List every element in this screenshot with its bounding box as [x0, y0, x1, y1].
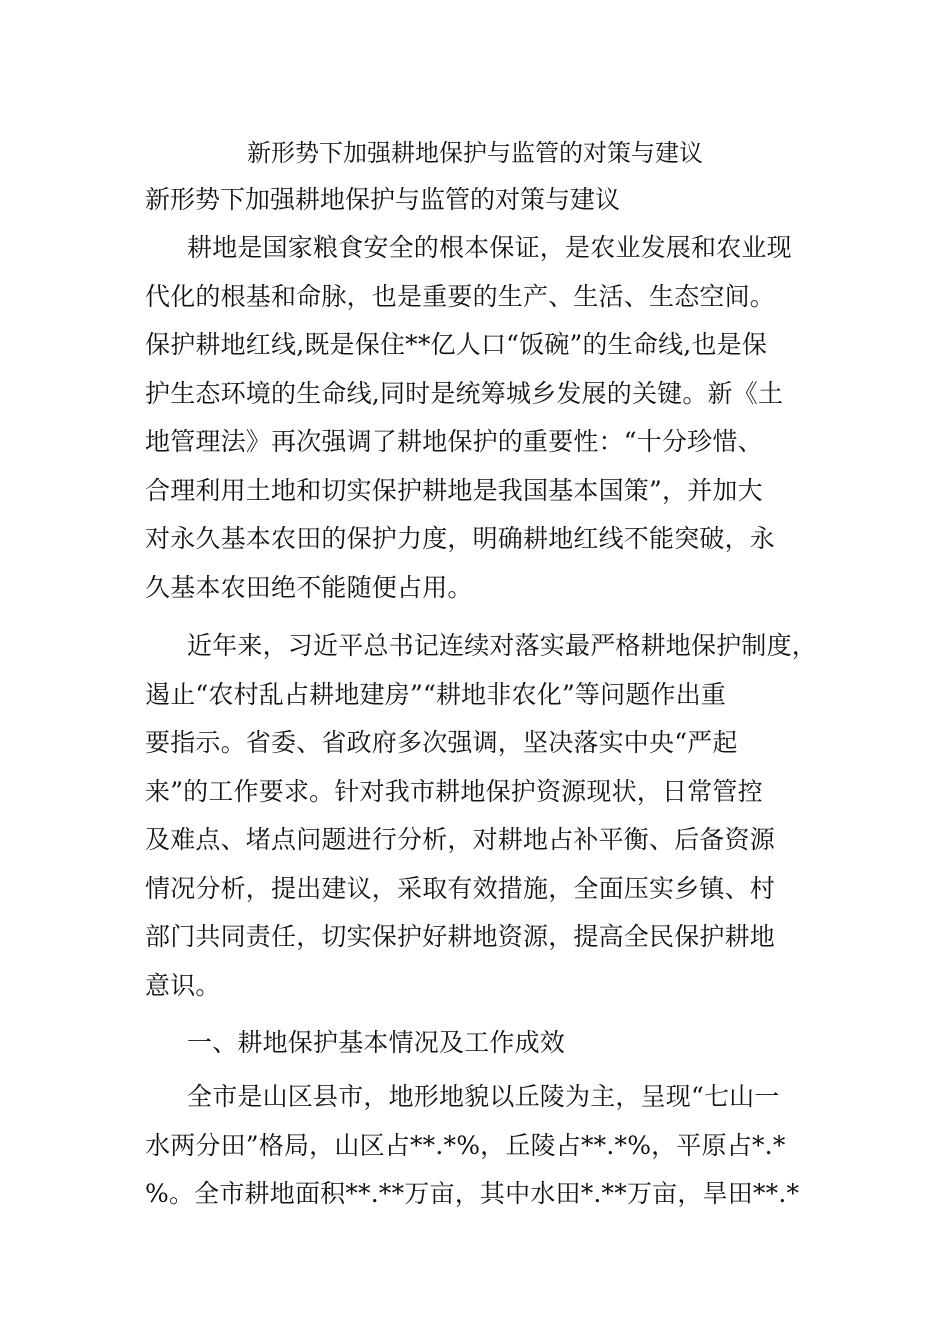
- paragraph-overview: [145, 1073, 810, 1219]
- paragraph-line: 全市是山区县市，地形地貌以丘陵为主，呈现“七山一: [187, 1082, 780, 1111]
- paragraph-line: 久基本农田绝不能随便占用。: [145, 572, 473, 602]
- paragraph-line: 遏止“农村乱占耕地建房”“耕地非农化”等问题作出重: [145, 679, 727, 709]
- paragraph-line: 水两分田”格局，山区占**.*%，丘陵占**.*%，平原占*.*: [145, 1130, 786, 1160]
- document-subtitle: 新形势下加强耕地保护与监管的对策与建议: [145, 185, 621, 214]
- paragraph-line: 合理利用土地和切实保护耕地是我国基本国策”，并加大: [145, 475, 763, 505]
- section-heading: [145, 1019, 810, 1068]
- paragraph-intro: [145, 224, 810, 612]
- paragraph-line: 及难点、堵点问题进行分析，对耕地占补平衡、后备资源: [145, 825, 776, 854]
- paragraph-line: %。全市耕地面积**.**万亩，其中水田*.**万亩，旱田**.*: [145, 1179, 800, 1208]
- section-heading-text: 一、耕地保护基本情况及工作成效: [187, 1028, 566, 1057]
- paragraph-background: [145, 622, 818, 1010]
- document-title: 新形势下加强耕地保护与监管的对策与建议: [247, 139, 703, 167]
- paragraph-line: 耕地是国家粮食安全的根本保证，是农业发展和农业现: [187, 233, 792, 262]
- paragraph-line: 代化的根基和命脉，也是重要的生产、生活、生态空间。: [145, 281, 776, 311]
- paragraph-line: 对永久基本农田的保护力度，明确耕地红线不能突破，永: [145, 524, 776, 553]
- paragraph-line: 要指示。省委、省政府多次强调，坚决落实中央“严起: [145, 728, 738, 757]
- paragraph-line: 护生态环境的生命线,同时是统筹城乡发展的关键。新《土: [145, 378, 784, 408]
- paragraph-line: 来”的工作要求。针对我市耕地保护资源现状，日常管控: [145, 776, 763, 806]
- paragraph-line: 情况分析，提出建议，采取有效措施，全面压实乡镇、村: [145, 873, 776, 903]
- paragraph-line: 意识。: [145, 970, 221, 1000]
- paragraph-line: 部门共同责任，切实保护好耕地资源，提高全民保护耕地: [145, 922, 776, 951]
- paragraph-line: 保护耕地红线,既是保住**亿人口“饭碗”的生命线,也是保: [145, 330, 768, 359]
- paragraph-line: 近年来，习近平总书记连续对落实最严格耕地保护制度，: [187, 631, 818, 660]
- paragraph-line: 地管理法》再次强调了耕地保护的重要性：“十分珍惜、: [145, 427, 763, 456]
